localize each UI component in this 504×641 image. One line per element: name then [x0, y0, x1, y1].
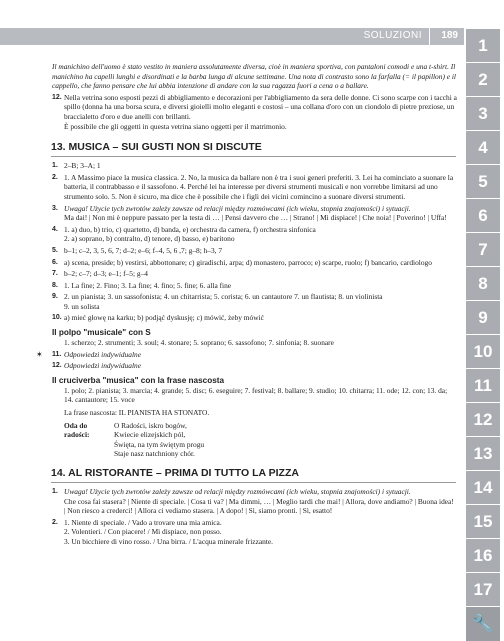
- page-content: [36, 62, 457, 547]
- chapter-tab-11[interactable]: 11: [466, 368, 500, 403]
- item-line: 2–B; 3–A; 1: [64, 161, 101, 171]
- poem-block: [52, 421, 457, 459]
- item-line: a) mieć głowę na karku; b) podjąć dyskusję; c) mówić, żeby mówić: [64, 313, 264, 323]
- item-number: 1.: [52, 162, 58, 170]
- list-item: [52, 246, 457, 256]
- chapter-tab-2[interactable]: 2: [466, 62, 500, 97]
- page-header: [0, 28, 464, 45]
- section-heading-13: 13. MUSICA – SUI GUSTI NON SI DISCUTE: [51, 141, 456, 157]
- item-line: 1. La fine; 2. Fino; 3. La fine; 4. fino; 5. fine; 6. alla fine: [64, 280, 232, 290]
- list-item: [52, 204, 457, 223]
- list-item: [52, 292, 457, 311]
- list-item: [52, 93, 457, 131]
- item-line: 3. Un bicchiere di vino rosso. / Una birra. / L'acqua minerale frizzante.: [64, 536, 274, 546]
- item-line: 2. un pianista; 3. un sassofonista; 4. un chitarrista; 5. corista; 6. un cantautore 7. un flautista; 8. un violinista: [64, 292, 383, 302]
- item-number: 10.: [52, 314, 62, 322]
- intro-paragraph: Il manichino dell'uomo è stato vestito in maniera assolutamente diversa, cioè in maniera sportiva, con pantaloni comodi e una t-shirt. Il manichino ha capelli lunghi e disordinati e la barba lunga di alcune settimane. Una nota di contrasto sono la farfalla (= il papillon) e il cappello, che fanno pensare che lui abbia intenzione di andare con la sua ragazza fuori a cena o a ballare.: [52, 62, 456, 91]
- item-number: 12.: [52, 362, 62, 370]
- list-item: [52, 173, 457, 202]
- chapter-tab-14[interactable]: 14: [466, 470, 500, 505]
- item-text: [64, 487, 457, 516]
- chapter-tab-3[interactable]: 3: [466, 96, 500, 131]
- poem-line: O Radości, iskro bogów,: [114, 420, 187, 430]
- item-line: Uwaga! Użycie tych zwrotów zależy zawsze od relacji między rozmówcami (ich wieku, stopnia znajomości) i sytuacji.: [64, 203, 411, 213]
- item-line: 1. Niente di speciale. / Vado a trovare una mia amica.: [64, 517, 222, 527]
- item-text: [64, 246, 457, 256]
- list-item: [52, 269, 457, 279]
- item-number: 8.: [52, 281, 58, 289]
- item-text: [64, 173, 457, 202]
- poem-line: Staje nasz natchniony chór.: [114, 449, 195, 459]
- chapter-tab-9[interactable]: 9: [466, 300, 500, 335]
- item-text: [64, 93, 457, 131]
- item-line: 2. Volentieri. / Con piacere! / Mi dispiace, non posso.: [64, 527, 222, 537]
- item-text: Odpowiedzi indywidualne: [64, 349, 141, 359]
- item-number: 4.: [52, 225, 58, 233]
- chapter-tab-16[interactable]: 16: [466, 538, 500, 573]
- item-text-2: È possibile che gli oggetti in questa vetrina siano oggetti per il matrimonio.: [64, 121, 287, 131]
- page-number: 189: [441, 30, 458, 41]
- item-text: [64, 518, 457, 547]
- cruciverba-text: 1. polo; 2. pianista; 3. marcia; 4. grande; 5. disc; 6. eseguire; 7. festival; 8. ballare; 9. studio; 10. chitarra; 11. ode; 12. con; 13. da; 14. cantautore; 15. voce: [64, 385, 448, 405]
- item-line: 2. a) soprano, b) contralto, d) tenore, d) basso, e) baritono: [64, 234, 235, 244]
- chapter-tab-4[interactable]: 4: [466, 130, 500, 165]
- item-line: 9. un solista: [64, 301, 100, 311]
- item-text: Odpowiedzi indywidualne: [64, 361, 141, 371]
- chapter-tab-8[interactable]: 8: [466, 266, 500, 301]
- section-title: SOLUZIONI: [363, 30, 422, 41]
- chapter-tab-10[interactable]: 10: [466, 334, 500, 369]
- list-item: [52, 487, 457, 516]
- list-item: [52, 313, 457, 323]
- item-number: 2.: [52, 173, 58, 181]
- header-divider: [429, 28, 430, 45]
- chapter-tab-1[interactable]: 1: [466, 28, 500, 63]
- poem-line: Święta, na tym świętym progu: [114, 439, 205, 449]
- chapter-tab-5[interactable]: 5: [466, 164, 500, 199]
- item-number: 9.: [52, 293, 58, 301]
- list-item: [52, 518, 457, 547]
- item-line: b–2; c–7; d–3; e–1; f–5; g–4: [64, 269, 148, 279]
- list-item: [52, 161, 457, 171]
- chapter-tab-15[interactable]: 15: [466, 504, 500, 539]
- section-heading-14: 14. AL RISTORANTE – PRIMA DI TUTTO LA PIZZA: [51, 467, 456, 483]
- list-item: [52, 281, 457, 291]
- item-number: 12.: [52, 93, 62, 101]
- polpo-heading: Il polpo "musicale" con S: [52, 328, 151, 338]
- item-line: Che cosa fai stasera? | Niente di speciale. | Cosa ti va? | Ma dimmi, … | Meglio tardi che mai! | Allora, dove andiamo? | Buona idea! | Non riesco a crederci! | Allora ci vediamo stasera. | A dopo! | Sì, siamo pronti. | Sì, esatto!: [64, 496, 454, 516]
- item-number: 6.: [52, 258, 58, 266]
- chapter-tab-6[interactable]: 6: [466, 198, 500, 233]
- item-text: [64, 269, 457, 279]
- item-number: 7.: [52, 270, 58, 278]
- polpo-text: 1. scherzo; 2. strumenti; 3. soul; 4. stonare; 5. soprano; 6. sassofono; 7. sinfonia; 8. suonare: [64, 338, 334, 348]
- item-text: [64, 258, 457, 268]
- item-number: 3.: [52, 204, 58, 212]
- item-text: [64, 161, 457, 171]
- chapter-tab-17[interactable]: 17: [466, 572, 500, 607]
- item-text: [64, 313, 457, 323]
- item-line: 1. a) duo, b) trio, c) quartetto, d) banda, e) orchestra da camera, f) orchestra sinfonica: [64, 224, 316, 234]
- item-text: [64, 292, 457, 311]
- item-number: 11.: [52, 350, 62, 358]
- section-14-list: [52, 487, 457, 547]
- poem-lines: [114, 421, 204, 459]
- star-icon: ✶: [36, 349, 43, 359]
- wrench-icon: 🔧: [466, 606, 500, 641]
- item-line: Ma dai! | Non mi è neppure passato per la testa di … | Pensi davvero che … | Strano! | Mi dispiace! | Che noia! | Poverino! | Uffa!: [64, 213, 447, 223]
- chapter-tab-12[interactable]: 12: [466, 402, 500, 437]
- item-line: a) scena, preside; b) vestirsi, abbottonare; c) giradischi, arpa; d) monastero, parroco; e) scarpe, ruolo; f) bancario, cardiologo: [64, 257, 432, 267]
- item-line: 1. A Massimo piace la musica classica. 2. No, la musica da ballare non è tra i suoi generi preferiti. 3. Lei ha cominciato a suonare la batteria, il contrabbasso e il sassofono. 4. Perché lei ha interesse per diversi strumenti musicali e non vorrebbe limitarsi ad uno strumento solo. 5. Non è sicuro, ma dice che è possibile che i figli dei vicini comincino a suonare diversi strumenti.: [64, 172, 454, 201]
- item-number: 1.: [52, 488, 58, 495]
- list-item: [52, 258, 457, 268]
- item-text: [64, 204, 457, 223]
- poem-label: Oda do radości:: [64, 420, 90, 440]
- cruciverba-heading: Il cruciverba "musica" con la frase nascosta: [52, 375, 225, 385]
- list-item: [52, 361, 457, 371]
- hidden-phrase: La frase nascosta: IL PIANISTA HA STONATO.: [64, 408, 210, 418]
- item-text: [64, 281, 457, 291]
- item-number: 5.: [52, 246, 58, 254]
- list-item: [52, 225, 457, 244]
- item-number: 2.: [52, 518, 58, 526]
- chapter-tabs: [466, 28, 504, 640]
- item-text-1: Nella vetrina sono esposti pezzi di abbigliamento e decorazioni per l'abbigliamento da sera delle donne. Ci sono scarpe con i tacchi a spillo (donna ha una borsa scura, e diversi gioielli molto eleganti e costosi – una collana d'oro con un ciondolo di pietre preziose, un braccialetto d'oro e due anelli con brillanti.: [64, 92, 457, 121]
- list-item: [36, 349, 457, 360]
- item-text: [64, 225, 457, 244]
- item-line: b–1; c–2, 3, 5, 6, 7; d–2; e–6; f–4, 5, 6 ,7; g–8; h–3, 7: [64, 245, 223, 255]
- poem-line: Kwiecie elizejskich pól,: [114, 430, 186, 440]
- chapter-tab-7[interactable]: 7: [466, 232, 500, 267]
- section-13-list: [52, 161, 457, 323]
- item-line: Uwaga! Użycie tych zwrotów zależy zawsze od relacji między rozmówcami (ich wieku, stopnia znajomości) i sytuacji.: [64, 487, 411, 496]
- chapter-tab-13[interactable]: 13: [466, 436, 500, 471]
